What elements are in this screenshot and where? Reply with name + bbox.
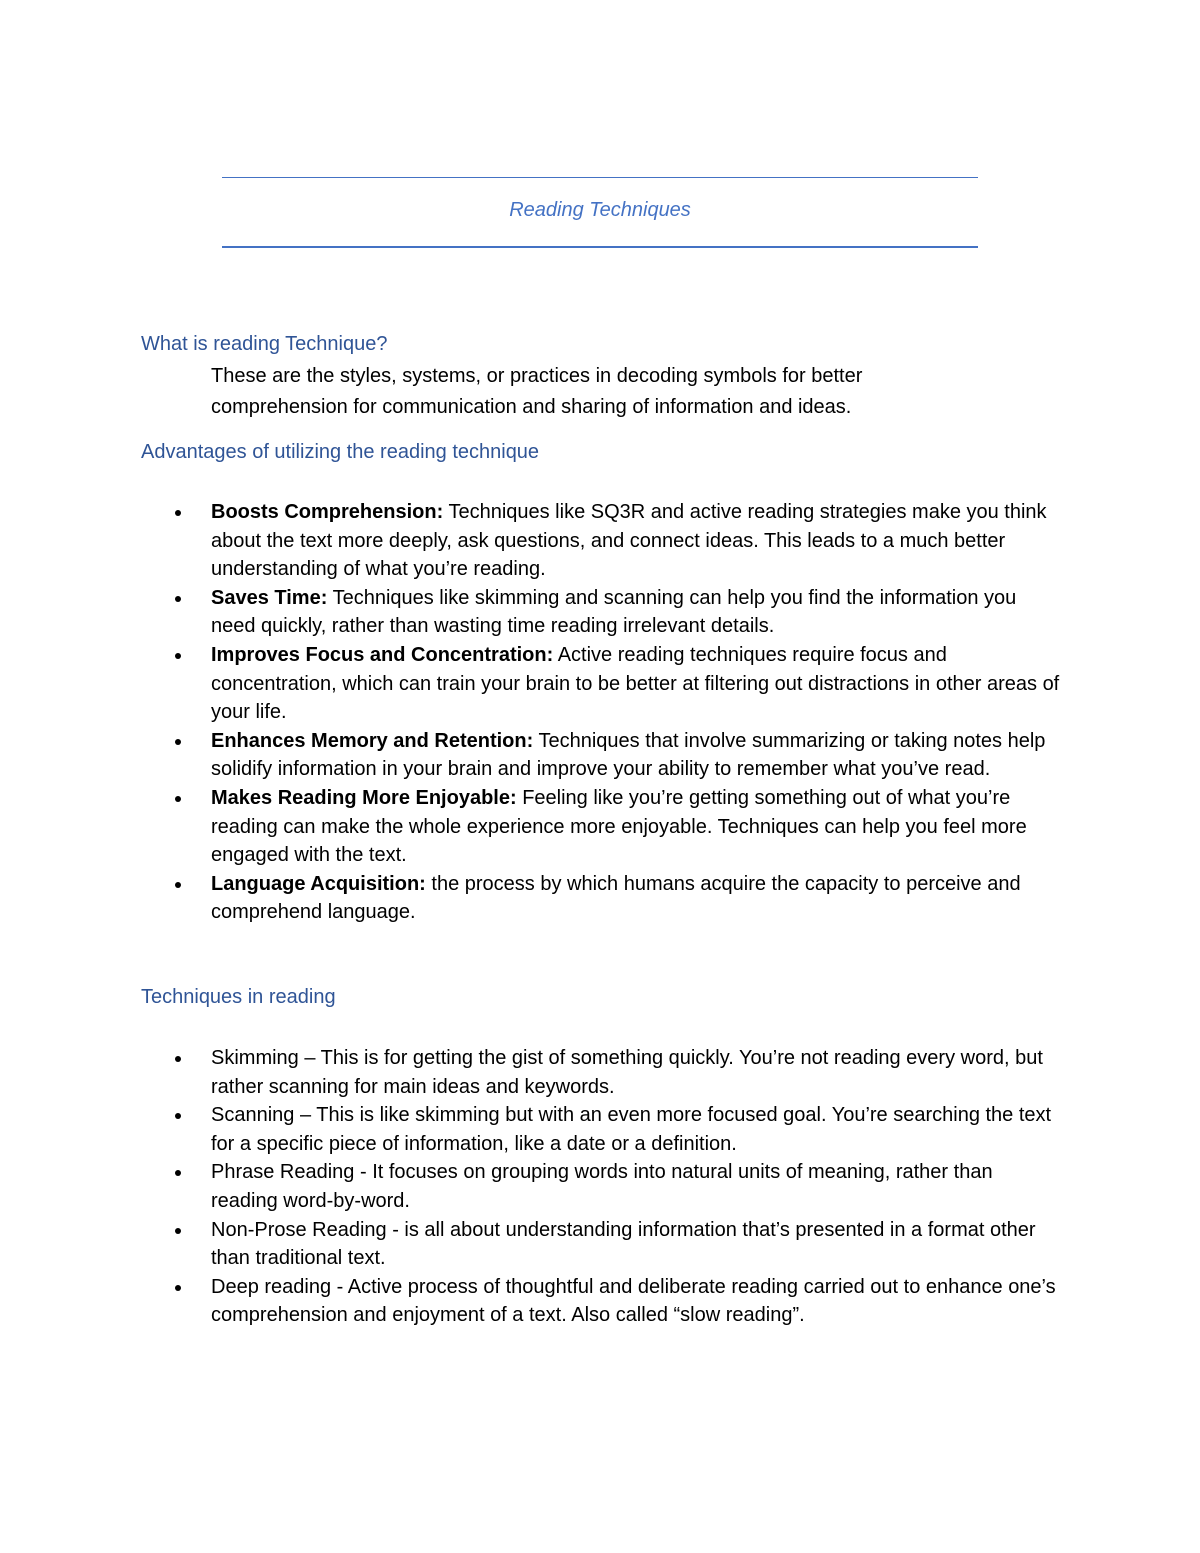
list-item-term: Saves Time: [211,586,328,609]
list-item-text: Techniques like SQ3R and active reading strategies make you think about the text more deeply, ask questions, and connect ideas. This leads to a much better understanding of what you’re reading. [211,501,1047,581]
list-item-text: Techniques like skimming and scanning can help you find the information you need quickly, rather than wasting time reading irrelevant details. [211,586,1017,638]
heading-techniques-in-reading: Techniques in reading [141,986,336,1008]
techniques-list [172,1044,1062,1330]
bullet-icon [175,596,181,602]
heading-advantages: Advantages of utilizing the reading technique [141,441,540,463]
list-item-text: Scanning – This is like skimming but with an even more focused goal. You’re searching the text for a specific piece of information, like a date or a definition. [211,1104,1052,1155]
list-item-text: Active reading techniques require focus and concentration, which can train your brain to be better at filtering out distractions in other areas of your life. [211,643,1060,724]
bullet-icon [175,1056,181,1062]
bullet-icon [175,739,181,745]
list-item [172,1044,1062,1101]
list-item [172,870,1062,927]
list-item [172,584,1062,641]
list-item [172,784,1062,870]
list-item [172,1216,1062,1273]
heading-what-is-reading-technique: What is reading Technique? [141,333,388,355]
title-rule-top [222,177,978,178]
title-rule-bottom [222,246,978,248]
bullet-icon [175,882,181,888]
list-item-term: Boosts Comprehension: [211,501,444,523]
bullet-icon [175,1285,181,1291]
advantages-list [172,498,1062,927]
list-item-term: Makes Reading More Enjoyable: [211,786,517,809]
list-item-text: Techniques that involve summarizing or taking notes help solidify information in your brain and improve your ability to remember what you’ve read. [211,729,1046,781]
bullet-icon [175,510,181,516]
list-item [172,1158,1062,1215]
list-item-text: Non-Prose Reading - is all about understanding information that’s presented in a format other than traditional text. [211,1218,1036,1270]
bullet-icon [175,653,181,659]
list-item [172,1101,1062,1158]
list-item-term: Enhances Memory and Retention: [211,729,534,752]
list-item-text: the process by which humans acquire the capacity to perceive and comprehend language. [211,872,1021,924]
list-item [172,498,1062,584]
list-item-text: Feeling like you’re getting something out of what you’re reading can make the whole experience more enjoyable. Techniques can help you feel more engaged with the text. [211,786,1027,867]
list-item [172,1273,1062,1330]
definition-paragraph: These are the styles, systems, or practices in decoding symbols for better comprehension for communication and sharing of information and ideas. [211,365,863,418]
list-item-text: Skimming – This is for getting the gist of something quickly. You’re not reading every word, but rather scanning for main ideas and keywords. [211,1047,1043,1098]
list-item-term: Improves Focus and Concentration: [211,643,554,666]
list-item-term: Language Acquisition: [211,872,426,895]
bullet-icon [175,1228,181,1234]
bullet-icon [175,1113,181,1119]
bullet-icon [175,1170,181,1176]
list-item-text: Deep reading - Active process of thoughtful and deliberate reading carried out to enhance one’s comprehension and enjoyment of a text. Also called “slow reading”. [211,1275,1056,1327]
list-item [172,641,1062,727]
list-item [172,727,1062,784]
bullet-icon [175,796,181,802]
list-item-text: Phrase Reading - It focuses on grouping words into natural units of meaning, rather than reading word-by-word. [211,1161,993,1212]
document-title: Reading Techniques [509,199,691,221]
